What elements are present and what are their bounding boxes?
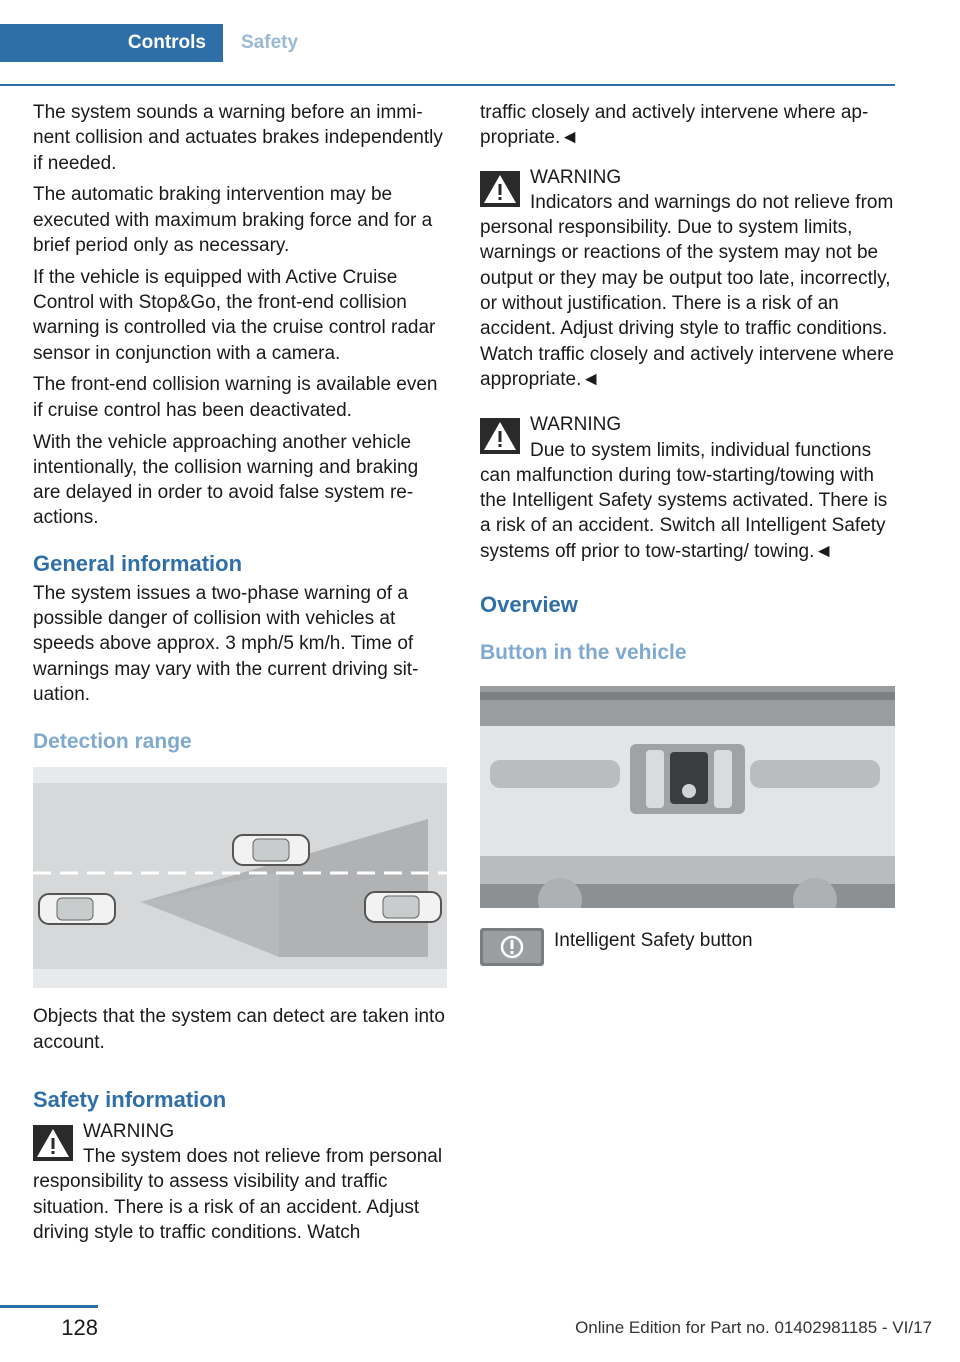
car-icon [233,835,309,865]
tab-safety[interactable]: Safety [241,32,299,53]
section-heading-general: General information [33,550,243,576]
chapter-tabs [0,24,895,62]
subheading-detection-range: Detection range [33,730,192,754]
footer-edition: Online Edition for Part no. 01402981185 - VI/17 [575,1318,932,1337]
page-number: 128 [61,1315,98,1340]
warning-text: The system does not relieve from personal responsibility to assess visibility and traffic situation. There is a risk of an accident. Adjust driving style to traffic conditions. Watch [33,1146,443,1244]
warning-text: Due to system limits, individual functions can malfunction during tow-starting/towing with the Intelligent Safety systems activated. There is a risk of an accident. Switch all Intelligent Safety systems off prior to tow-starting/ towing.◄ [480,439,888,562]
warning-block [480,165,895,393]
paragraph: With the vehicle approaching another vehicle intentionally, the collision warning and braking are delayed in order to avoid false system reactions. [33,431,419,529]
warning-block [480,412,895,564]
tab-controls[interactable]: Controls [0,24,223,62]
car-icon [39,894,115,924]
section-heading-safety: Safety information [33,1086,227,1112]
right-column [480,100,895,966]
car-icon [365,892,441,922]
paragraph: If the vehicle is equipped with Active Cruise Control with Stop&Go, the front-end collision warning is controlled via the cruise control radar sensor in conjunction with a camera. [33,266,436,364]
warning-title: WARNING [530,166,622,188]
paragraph: The system sounds a warning before an imminent collision and actuates brakes independently if needed. [33,102,443,174]
vehicle-console-photo [480,686,895,908]
warning-triangle-icon [480,171,520,207]
page-number-rule [0,1305,98,1308]
warning-title: WARNING [530,414,622,436]
paragraph: The system issues a two-phase warning of a possible danger of collision with vehicles at speeds above approx. 3 mph/5 km/h. Time of warnings may vary with the current driving situation. [33,582,419,705]
paragraph: The automatic braking intervention may be executed with maximum braking force and for a brief period only as necessary. [33,184,433,256]
figure-caption: Objects that the system can detect are taken into account. [33,1006,445,1053]
warning-triangle-icon [480,418,520,454]
intelligent-safety-button-icon [480,928,544,966]
warning-text: Indicators and warnings do not relieve from personal responsibility. Due to system limits, warnings or reactions of the system may not be output or they may be output too late, incorrectly, or without justification. There is a risk of an accident. Adjust driving style to traffic conditions. Watch traffic closely and actively intervene where appropriate.◄ [480,191,894,390]
paragraph: The front-end collision warning is available even if cruise control has been deactivated. [33,374,438,421]
button-label: Intelligent Safety button [554,930,753,952]
tab-underline [0,84,895,86]
button-legend [480,928,895,966]
left-column [33,100,447,1252]
warning-block [33,1119,447,1245]
detection-range-illustration [33,767,447,988]
warning-title: WARNING [83,1120,175,1142]
subheading-button-in-vehicle: Button in the vehicle [480,641,687,665]
warning-triangle-icon [33,1125,73,1161]
paragraph: traffic closely and actively intervene where appropriate.◄ [480,102,869,149]
section-heading-overview: Overview [480,592,578,618]
